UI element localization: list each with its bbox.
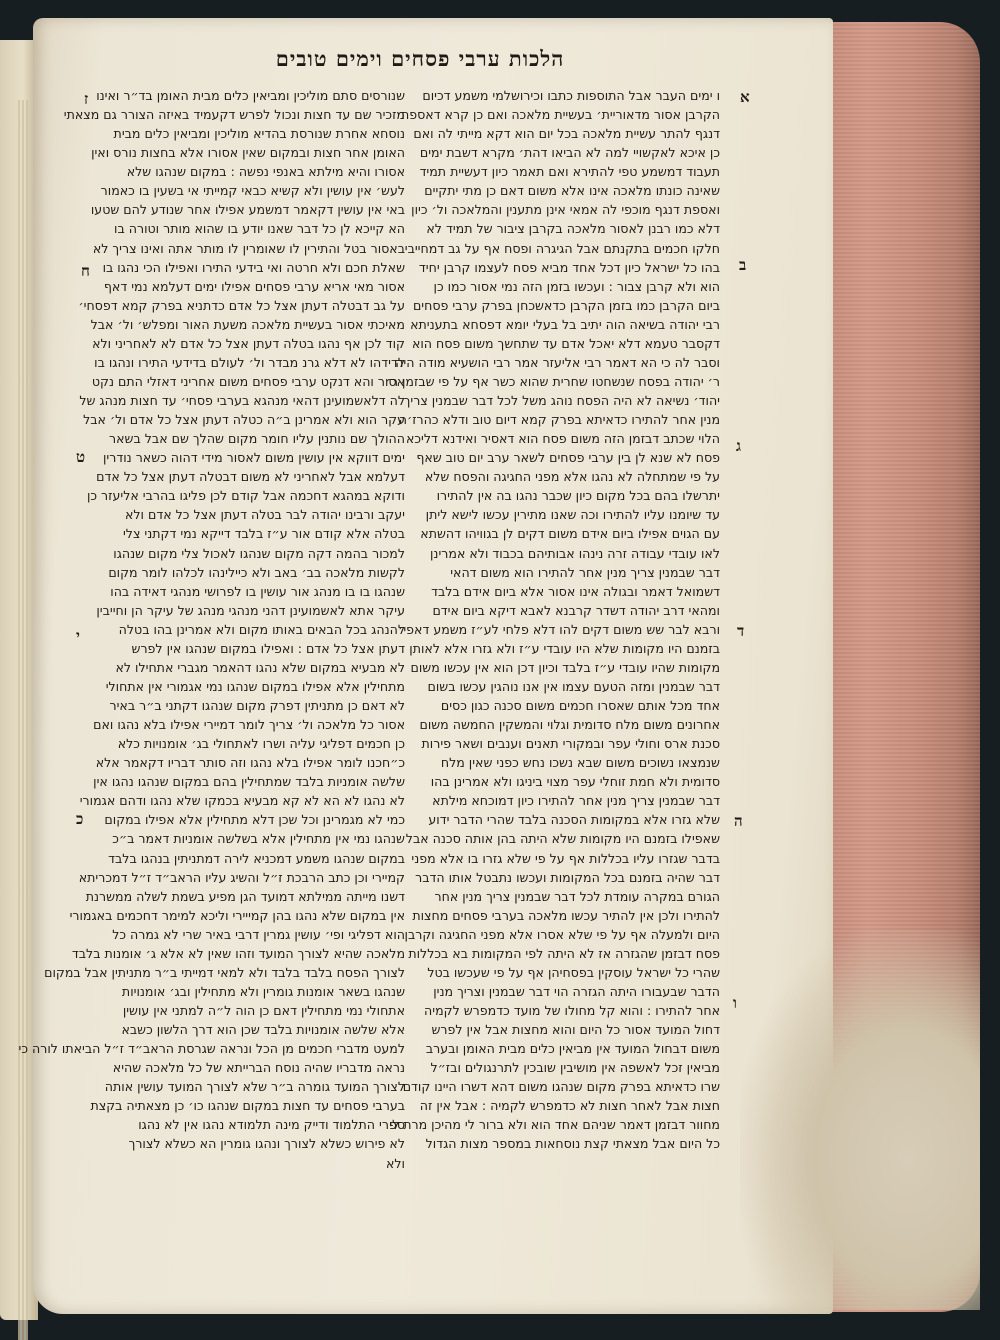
text-line: עם הגוים אפילו ביום אידם משום דקים לן בגוויהו דהשתא [420,526,720,542]
text-line: מתחילין אלא אפילו במקום שנהגו נמי אגמורי אין אתחולי [105,678,405,694]
text-line: היום ולמעלה אף על פי שלא אסרו אלא מפני החגיגה וקרבן [404,926,720,942]
text-line: יהוד׳ נשיאה לא היה הפסח נוהג משל לכל דבר שבמנין צריך [403,393,720,408]
text-line: לצורך המועד גומרה ב״ר שלא לצורך המועד עושין אותה [104,1079,405,1095]
text-line: דבר שהיה בזמנם בכל המקומות ועכשו נתבטל אותו הדבר [415,869,720,885]
text-line: מזכיר שם עד חצות ונכול לפרש דקעמיד באיזה הצורר גם מצאתי [63,107,405,123]
text-line: הגורם במקרה עומדת לכל דבר שבמנין צריך מנין אחר [434,888,720,904]
right-text-column [385,86,720,1154]
text-line: לא פירוש כשלא לצורך ונהגו גומרין הא כשלא לצורך [128,1136,405,1152]
text-line: עיקר אתא לאשמועינן דהני מנהגי מנהג של עיקר הן וחייבין [96,602,405,618]
text-line: ומהאי דרב יהודה דשדר קרבנא לאבא דיקא ביום אידם [432,602,720,618]
text-line: להנהג בכל הבאים באותו מקום ולא אמרינן בהו בטלה [118,621,405,637]
text-line: באסור בטל והתירין לו שאומרין לו מותר אתה ואינו צריך לא [92,240,405,256]
text-line: שנהגו בשאר אומנות גומרין ולא מתחילין ובג׳ אומנויות [121,983,405,999]
text-line: על גב דבטלה דעתן אצל כל אדם כדתניא בפרק קמא דפסחי׳ [78,297,405,313]
text-line: לה דלאשמועינן דהאי מנהגא בערבי פסחי׳ עד חצות מנהג של [79,393,405,408]
text-line: ו ימים העבר אבל התוספות כתבו וכירושלמי משמע דכיום [422,88,720,103]
text-line: ורבא לבר שש משום דקים להו דלא פלחי לע״ז משמע דאפי׳ [398,621,720,637]
text-line: דעלמא אבל לאחריני לא משום דבטלה דעתן אצל כל אדם [96,469,405,485]
marginal-letter: י [76,627,80,645]
marginal-letter: ה [734,812,743,830]
text-line: שרו כדאיתא בפרק מקום שנהגו משום דהא דשרו היינו קודם [402,1079,720,1095]
text-line: כל היום אבל מצאתי קצת נוסחאות במספר מצות הגדול [425,1136,720,1152]
text-line: לא דאם כן מתניתין דפרק מקום שנהגו דקתני ב״ר באיר [109,698,405,713]
text-line: פסח דבזמן שהגזרה אז לא היתה לפי המקומות בא בכללות [408,945,720,961]
marginal-letter: ח [81,262,90,280]
text-line: הא קייכא לן כל דבר שאנו יודע בו שהוא מותר וטורה בו [114,221,405,237]
text-line: מלאכה שהיא לצורך המועד וזהו שאין לא אלא ג׳ אומנות בלבד [71,945,405,961]
text-line: אסור מאי אריא ערבי פסחים אפילו ימים דעלמא נמי דאף [103,278,405,294]
text-line: דשנו מייתה ממילתא דמועד הגן מפיע בשמת לשלה ממשרנת [85,888,405,904]
text-line: ואספת דנגף מוכפי לה אמאי אינן מתענין והמלאכה ול׳ כיון [411,202,720,218]
text-line: כ״חכנו לומר אפילו בלא נהגו וזה סותר דבריו דקאמר אלא [95,755,405,771]
text-line: לא נהגו לא הא לא קא מבעיא בכמקו שלא נהגו ודהם אגמורי [79,793,405,809]
text-line: דעתן אצל כל אדם : ואפילו במקום שנהגו אין לפרש [131,640,405,656]
text-line: בדבר שגזרו עליו בכללות אף על פי שלא גזרו בו אלא מפני [411,850,720,866]
marginal-letter: ט [76,448,86,466]
text-line: לעש׳ אין עושין ולא קשיא כבאי קמייתי אי בשעין בו כאמור [100,183,405,199]
text-line: כן איכא לאקשויי למה לא הביאו דהת׳ מקרא דשבת ימים [419,145,720,161]
text-line: דשמואל דאמר ובגולה אינו אסור אלא ביום אידם בלבד [431,583,720,599]
text-line: עד שיומנו עליו להתירו וכה שאנו מתירין עכשו לישא ליתן [425,507,720,523]
text-line: רבי יהודה בשיאה הוה יתיב בל בעלי יומא דפסחא בתעניתא [410,316,720,332]
text-line: לדידהו לא דלא גרנ מבדר ול׳ לעולם בדידעי התירו ונהגו בו [94,354,405,370]
text-line: ספרי התלמוד ודייק מינה תלמודא נהגו אין לא נהגו [138,1117,405,1133]
text-line: כן חכמים דפליגי עליה ושרו לאתחולי בג׳ אומנויות כלא [117,736,405,752]
text-line: למכור בהמה דקה מקום שנהגו לאכול צלי מקום שנהגו [113,545,405,561]
text-line: שאפילו בזמנם היו מקומות שלא היתה בהן אותה סכנה אבל [405,831,720,847]
text-line: משום דבחול המועד אין מביאין כלים מבית האומן ובערב [425,1041,720,1057]
marginal-letter: א [740,88,750,106]
text-line: בהו כל ישראל כיון דכל אחד מביא פסח לעצמו קרבן יחיד [418,259,720,275]
text-line: חצות אבל לאחר חצות לא כדמפרש לקמיה : אבל אין זה [419,1098,720,1114]
text-line: להתירו ולכן אין להתיר עכשו מלאכה בערבי פסחים מחצות [412,907,720,923]
text-line: לאו עובדי עבודה זרה נינהו אבותיהם בכבוד ולא אמרינן [430,545,720,561]
text-line: מחוור דבזמן דאמר שניהם אחד הוא ולא ברור לי מהיכן מרת לי [389,1117,720,1133]
text-line: אתחולי נמי מתחילין דאם כן הוה ל״ה למתני אין עושין [122,1003,405,1018]
text-line: עקר הוא ולא אמרינן ב״ה כטלה דעתן אצל כל אדם ול׳ אבל [83,412,405,428]
text-line: דלא כמו רבנן לאסור מלאכה בקרבן ציבור של תמיד לא [426,221,720,237]
text-line: הקרבן אסור מדאוריית׳ בעשיית מלאכה ואם כן קרא דאספת [400,107,720,123]
text-line: על פי שמתחלה לא נהגו אלא מפני החגיגה והפסח שלא [424,469,720,485]
left-page-leaves [18,100,28,1340]
marginal-letter: כ [76,810,84,828]
text-line: יעקב ורבינו יהודה לבר בטלה דעתן אצל כל אדם ולא [124,507,405,523]
marginal-letter: ב [739,256,747,274]
text-line: יתרשלו בהם בכל מקום כיון שכבר נהגו בה אין להתירו [436,488,720,504]
text-line: בזמנם היו מקומות שלא היו עובדי ע״ז ולא גזרו אלא לאותן [409,640,720,656]
text-line: דבר שבמנין צריך מנין אחר להתירו הוא משום דהאי [450,564,720,580]
text-line: אסורו והיא מילתא באנפי נפשה : במקום שנהגו שלא [126,164,405,180]
text-line: אין במקום שלא נהגו בהן קמייירי וליכא למימר דחכמים באגמורי [69,907,405,923]
text-line: לקשות מלאכה בב׳ באב ולא כיילינהו לכלהו לומר מקום [108,564,405,580]
text-line: למעט מדברי חכמים מן הכל ונראה שגרסת הראב״ד ז״ל הביאתו לורה כי [18,1041,405,1057]
text-line: ולא [385,1155,405,1171]
left-text-column [18,86,405,1173]
text-line: ימים דווקא אין עושין משום לאסור מידי דהוה כשאר נודרין [102,450,405,466]
text-line: שלשה אומניות בלבד שמתחילין בהם במקום שנהגו נהגו אין [93,774,405,790]
text-line: פסח לא שנא לן בין ערבי פסחים לשאר ערב יום טוב שאף [416,450,720,466]
text-line: קמיירי וכן כתב הרבכת ז״ל והשיג עליו הראב״ד ז״ל דמכריתא [78,869,405,885]
text-line: באי אין עושין דקאמר דמשמע אפילו אחר שנודע להם שטעו [90,202,405,218]
text-line: מקומות שהיו עובדי ע״ז בלבד וכיון דכן הוא אין עכשו משום [410,659,720,675]
text-line: ההולך שם נותנין עליו חומר מקום שהלך שם אבל בשאר [109,431,405,447]
text-line: סדומית ולא חמת זוחלי עפר מצוי ביניגו ולא אמרינן בהו [430,774,720,790]
text-line: הדבר שבעבורו היתה הגזרה הוי דבר שבמנין וצריך מנין [433,983,720,999]
text-line: שאלת חכם ולא חרטה ואי בידעי התירו ואפילו הכי נהגו בו [102,259,405,275]
marginal-letter: ז [84,90,89,108]
text-line: מנין אחר להתירו כדאיתא בפרק קמא דיום טוב ודלא כהרז׳ה [398,412,720,428]
text-line: כמי לא מגמרינן וכל שכן דלא מתחילין אלא אפילו במקום [104,812,405,828]
text-line: דבר שבמנין ומזה הטעם עצמו אין אנו נוהגין עכשו בשום [427,678,720,694]
text-line: אסור והא דנקט ערבי פסחים משום אחריני דאזלי התם נקט [91,373,405,389]
marginal-letter: ו [733,994,737,1012]
text-line: וסבר לה כי הא דאמר רבי אליעזר אמר רבי הושעיא מודה היה [395,354,720,370]
text-line: הוא דפליגי ופי׳ עושין גמרין דרבי באיר שרי לא גמרה כל [112,926,405,942]
text-line: שאינה כונתו מלאכה אינו אלא משום דאם כן מתי יתקיים [424,183,720,199]
text-line: חלקו חכמים בתקנתם אבל הגיגרה ופסח אף על גב דמחייבי [404,240,720,256]
text-line: ר׳ יהודה בפסח שנשחטו שחרית שהוא כשר אף על פי שבזמן ר׳ [385,373,720,389]
text-line: דנגף להתר עשיית מלאכה בכל יום הוא דקא מייתי לה ואם [413,126,720,142]
text-line: נראה מדבריו שהיה נוסח הברייתא של כל מלאכה שהיא [112,1060,405,1076]
text-line: סכנת ארס וחולי עפר ובמקורי תאנים וענבים ושאר פירות [421,736,720,752]
text-line: אחרונים משום מלח סדומית וגלוי והמשקין החמשה משום [419,717,720,733]
text-line: בערבי פסחים עד חצות במקום שנהגו כו׳ כן מצאתיה בקצת [90,1098,405,1114]
text-line: לא מבעיא במקום שלא נהגו דהאמר מגברי אתחילו לא [115,659,405,675]
text-line: שנהגו בו בו מנהג אור עושין בו לפרושי מנהגי דאידה בהו [110,583,405,599]
text-line: לצורך הפסח בלבד בלבד ולא למאי דמייתי ב״ר מתניתין אבל במקום [44,964,405,980]
text-line: אסור כל מלאכה ול׳ צריך לומר דמיירי אפילו בלא נהגו ואם [93,717,405,733]
text-line: מביאין זכל לאשפה אין מושיבין שובכין לתרנגולים ובז״ל [430,1060,720,1076]
worn-page-corner [740,930,980,1310]
text-line: דקסבר טעמא דלא יאכל אדם עד שתחשך משום פסח הוא [411,335,720,351]
text-line: שנמצאו נשוכים משום שבא נשכו נחש כפני שאין מלח [440,755,720,771]
text-line: קוד לכן אף נהגו בטלה דעתן אצל כל אדם לא לאחריני ולא [92,335,405,351]
text-line: שלא גזרו אלא במקומות הסכנה בלבד שהרי הדבר ידוע [428,812,720,828]
marginal-letter: ג [736,437,741,455]
text-line: אחר להתירו : והוא קל מחולו של מועד כדמפרש לקמיה [424,1003,720,1018]
text-line: דבר שבמנין צריך מנין אחר להתירו כיון דמוכחא מילתא [432,793,720,809]
text-line: שנורסים סתם מוליכין ומביאין כלים מבית האומן בד״ר ואינו [96,88,405,103]
marginal-letter: ד [737,622,745,640]
text-line: בטלה אלא קודם אור ע״ז בלבד דייקא נמי דקתני צלי [122,526,405,542]
text-line: הוא ולא קרבן צבור : ועכשו בזמן הזה נמי אסור כמו כן [433,278,720,294]
text-line: הלוי שכתב דבזמן הזה משום פסח הוא דאסיר ואידנא דליכא [405,431,720,447]
text-line: שנהגו נמי אין מתחילין אלא בשלשה אומניות דאמר ב״כ [112,831,405,847]
text-line: נוסחא אחרת שנורסת בהדיא מוליכין ומביאין כלים מבית [113,126,405,142]
running-head: הלכות ערבי פסחים וימים טובים [275,46,565,71]
text-line: האומן אחר חצות ובמקום שאין אסורו אלא בחצות נורס ואין [91,145,405,161]
text-line: תעבוד דמשמע טפי להתירא ואם תאמר כיון דעשיית תמיד [419,164,720,180]
text-line: שהרי כל ישראל עוסקין בפסחיהן אף על פי שעכשו בטל [427,964,720,980]
text-line: מאיכתי אסור בעשיית מלאכה משעת האור ומפלש׳ ול׳ אבל [90,316,405,332]
text-line: ביום הקרבן כמו בזמן הקרבן כדאשכחן בפרק ערבי פסחים [412,297,720,313]
text-line: דחול המועד אסור כל היום והוא מחצות אבל אין לפרש [431,1022,720,1038]
text-line: במקום שנהגו משמע דמכניא לירה דמתניתין בנהגו בלבד [108,850,405,866]
text-line: אלא שלשה אומנויות בלבד שכן הוא דרך הלשון כשבא [121,1022,405,1038]
text-line: ודוקא במהגא דחכמה אבל קודם לכן פליגו בהרבי אליעזר כן [86,488,405,504]
text-line: אחד מכל אותם שאסרו חכמים משום סכנה כגון כסים [440,698,720,713]
